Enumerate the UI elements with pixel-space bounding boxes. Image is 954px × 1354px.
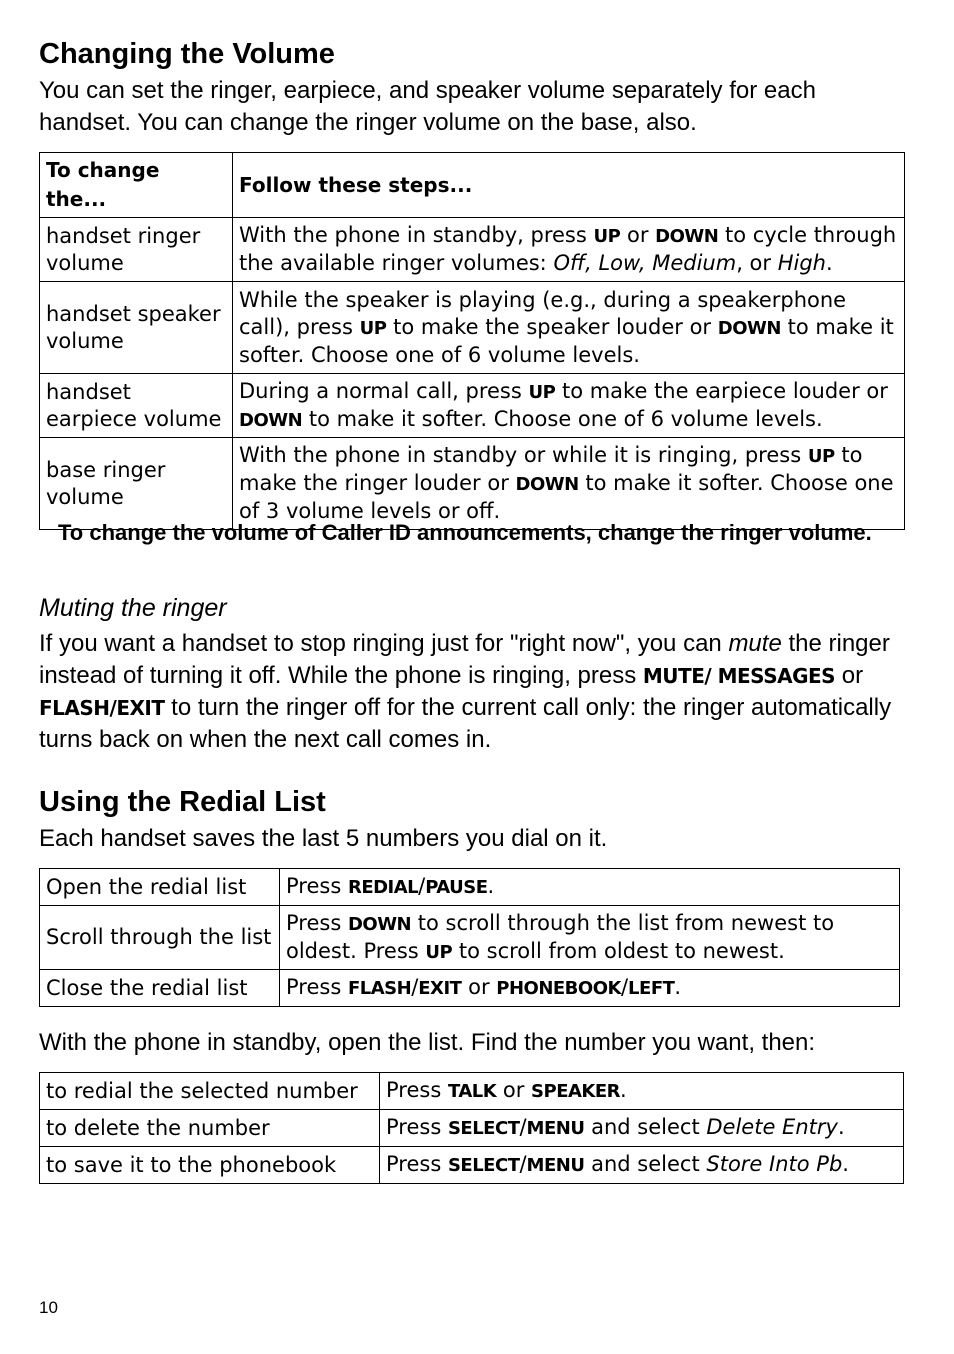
key-label: MENU — [526, 1118, 585, 1139]
row-label: handset speaker volume — [40, 282, 233, 374]
row-steps: With the phone in standby or while it is ringing, press UP to make the ringer louder or DOWN to make it softer. Choose one of 3 volume levels or off. — [233, 438, 905, 530]
row-steps: With the phone in standby, press UP or DOWN to cycle through the available ringer volumes: Off, Low, Medium, or High. — [233, 218, 905, 282]
display-text: Off, Low, Medium — [553, 251, 737, 275]
row-label: Close the redial list — [40, 970, 280, 1007]
column-header: Follow these steps... — [233, 153, 905, 218]
row-label: Scroll through the list — [40, 906, 280, 970]
row-steps: While the speaker is playing (e.g., during a speakerphone call), press UP to make the speaker louder or DOWN to make it softer. Choose one of 6 volume levels. — [233, 282, 905, 374]
redial-after-text: With the phone in standby, open the list. Find the number you want, then: — [39, 1029, 816, 1056]
key-label: SPEAKER — [531, 1081, 621, 1102]
table-row — [40, 970, 900, 1007]
display-text: Store Into Pb — [706, 1152, 843, 1176]
key-label: MENU — [526, 1155, 585, 1176]
table-row — [40, 1147, 904, 1184]
key-label: UP — [807, 446, 835, 467]
volume-table — [39, 152, 905, 530]
key-label: UP — [425, 941, 453, 963]
row-label: to redial the selected number — [40, 1073, 380, 1110]
key-label: PAUSE — [425, 877, 488, 898]
table-row — [40, 906, 900, 970]
key-label: UP — [593, 226, 621, 247]
muting-paragraph: If you want a handset to stop ringing just for "right now", you can mute the ringer instead of turning it off. While the phone is ringing, press MUTE/ MESSAGES or FLASH/EXIT to turn the ringer off for the current call only: the ringer automatically turns back on when the next call comes in. — [39, 630, 892, 753]
key-label: LEFT — [628, 978, 675, 999]
key-label: PHONEBOOK — [496, 978, 621, 999]
row-steps: Press SELECT/MENU and select Delete Entry. — [380, 1110, 904, 1147]
display-text: Delete Entry — [706, 1115, 838, 1139]
table-row — [40, 374, 905, 438]
key-label: EXIT — [418, 978, 462, 999]
key-label: SELECT — [447, 1155, 520, 1176]
table-row — [40, 218, 905, 282]
volume-intro: You can set the ringer, earpiece, and speaker volume separately for each handset. You can change the ringer volume on the base, also. — [39, 77, 816, 136]
table-row — [40, 869, 900, 906]
caller-id-note: To change the volume of Caller ID announcements, change the ringer volume. — [58, 520, 872, 545]
key-label: UP — [528, 381, 556, 403]
row-steps: Press DOWN to scroll through the list from newest to oldest. Press UP to scroll from oldest to newest. — [280, 906, 900, 970]
key-label: FLASH/EXIT — [39, 696, 165, 720]
key-label: UP — [359, 317, 387, 339]
row-label: handset ringer volume — [40, 218, 233, 282]
redial-table — [39, 868, 900, 1007]
subsection-title-muting: Muting the ringer — [39, 594, 227, 622]
section-title-volume: Changing the Volume — [39, 38, 335, 70]
column-header: To change the... — [40, 153, 233, 218]
key-label: FLASH — [347, 978, 412, 999]
row-label: to save it to the phonebook — [40, 1147, 380, 1184]
redial-actions-table — [39, 1072, 904, 1184]
redial-intro: Each handset saves the last 5 numbers you dial on it. — [39, 825, 608, 852]
page-number: 10 — [39, 1298, 58, 1317]
table-row — [40, 1073, 904, 1110]
key-label: REDIAL — [347, 877, 419, 898]
row-steps: Press SELECT/MENU and select Store Into Pb. — [380, 1147, 904, 1184]
row-steps: Press FLASH/EXIT or PHONEBOOK/LEFT. — [280, 970, 900, 1007]
row-label: handset earpiece volume — [40, 374, 233, 438]
emphasis-text: mute — [728, 630, 782, 657]
display-text: High — [777, 251, 826, 275]
table-row — [40, 1110, 904, 1147]
row-label: to delete the number — [40, 1110, 380, 1147]
table-row — [40, 438, 905, 530]
section-title-redial: Using the Redial List — [39, 786, 326, 818]
key-label: DOWN — [239, 409, 303, 431]
row-steps: Press REDIAL/PAUSE. — [280, 869, 900, 906]
key-label: DOWN — [347, 913, 412, 935]
table-row — [40, 282, 905, 374]
key-label: DOWN — [655, 226, 719, 247]
key-label: MUTE/ MESSAGES — [642, 664, 836, 688]
key-label: DOWN — [515, 474, 579, 495]
row-steps: During a normal call, press UP to make the earpiece louder or DOWN to make it softer. Choose one of 6 volume levels. — [233, 374, 905, 438]
key-label: TALK — [447, 1081, 497, 1102]
row-steps: Press TALK or SPEAKER. — [380, 1073, 904, 1110]
key-label: SELECT — [447, 1118, 520, 1139]
key-label: DOWN — [717, 317, 781, 339]
row-label: base ringer volume — [40, 438, 233, 530]
table-header-row — [40, 153, 905, 218]
row-label: Open the redial list — [40, 869, 280, 906]
